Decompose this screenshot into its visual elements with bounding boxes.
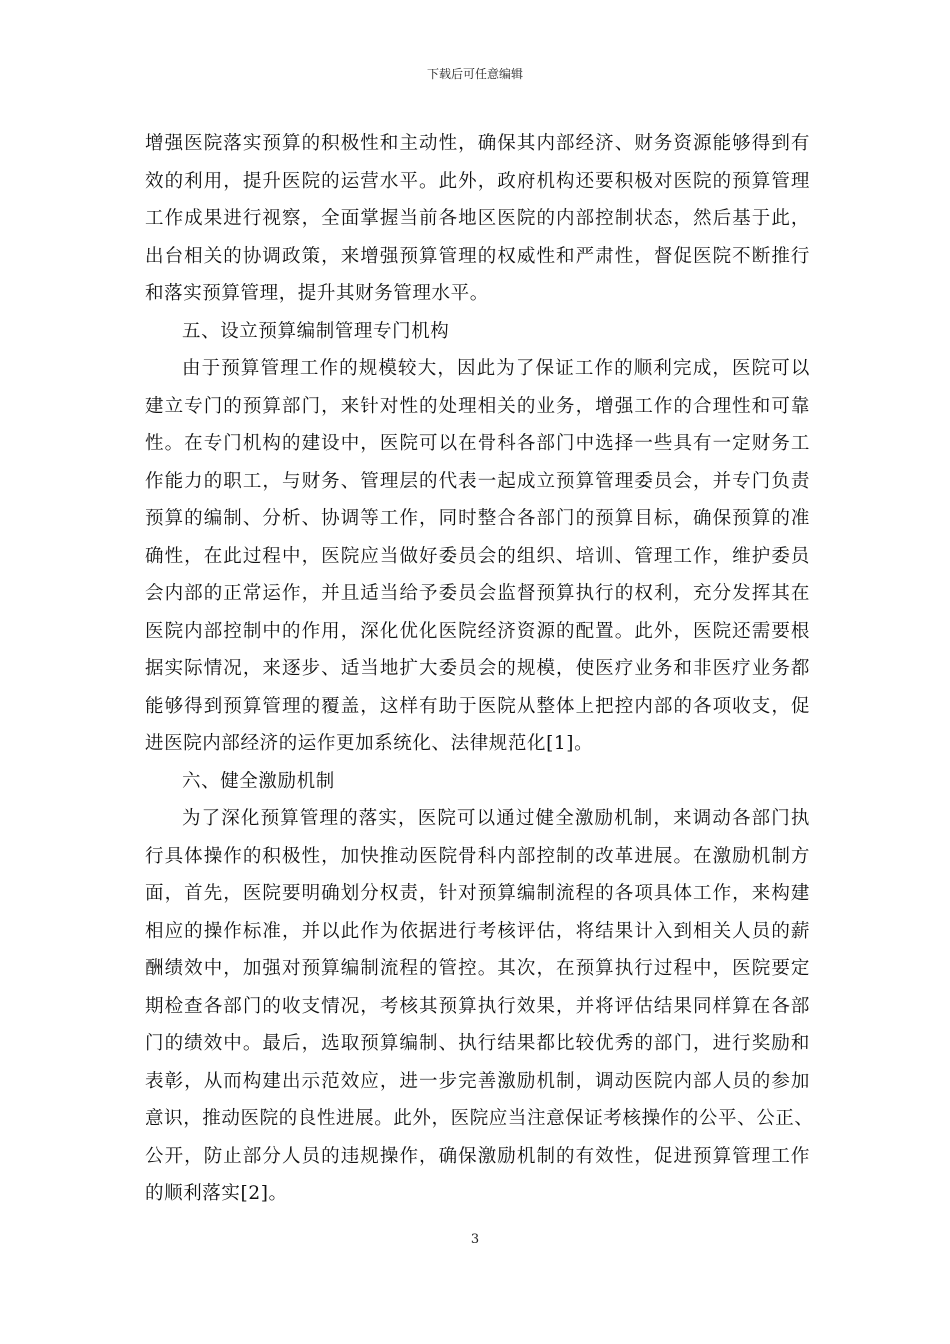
body-line: 预算的编制、分析、协调等工作，同时整合各部门的预算目标，确保预算的准 — [145, 508, 810, 529]
body-line: 表彰，从而构建出示范效应，进一步完善激励机制，调动医院内部人员的参加 — [145, 1070, 810, 1092]
page-number: 3 — [470, 1232, 480, 1247]
body-line: 和落实预算管理，提升其财务管理水平。 — [145, 283, 489, 304]
body-line: 的顺利落实[2]。 — [145, 1183, 288, 1204]
body-line: 门的绩效中。最后，选取预算编制、执行结果都比较优秀的部门，进行奖励和 — [145, 1033, 810, 1054]
body-line: 会内部的正常运作，并且适当给予委员会监督预算执行的权利，充分发挥其在 — [145, 583, 810, 604]
body-line: 期检查各部门的收支情况，考核其预算执行效果，并将评估结果同样算在各部 — [145, 995, 810, 1017]
body-line: 增强医院落实预算的积极性和主动性，确保其内部经济、财务资源能够得到有 — [145, 133, 810, 154]
body-line: 进医院内部经济的运作更加系统化、法律规范化[1]。 — [145, 733, 594, 754]
body-line: 行具体操作的积极性，加快推动医院骨科内部控制的改革进展。在激励机制方 — [145, 845, 810, 867]
body-line: 确性，在此过程中，医院应当做好委员会的组织、培训、管理工作，维护委员 — [145, 545, 810, 567]
page-header: 下载后可任意编辑 — [426, 67, 523, 81]
body-line: 建立专门的预算部门，来针对性的处理相关的业务，增强工作的合理性和可靠 — [145, 395, 810, 417]
body-line: 据实际情况，来逐步、适当地扩大委员会的规模，使医疗业务和非医疗业务都 — [145, 658, 810, 679]
document-body — [145, 125, 814, 1213]
body-line: 酬绩效中，加强对预算编制流程的管控。其次，在预算执行过程中，医院要定 — [145, 958, 810, 979]
body-line: 相应的操作标准，并以此作为依据进行考核评估，将结果计入到相关人员的薪 — [145, 920, 810, 942]
body-line: 意识，推动医院的良性进展。此外，医院应当注意保证考核操作的公平、公正、 — [145, 1108, 814, 1129]
body-line: 性。在专门机构的建设中，医院可以在骨科各部门中选择一些具有一定财务工 — [145, 433, 810, 454]
body-line: 能够得到预算管理的覆盖，这样有助于医院从整体上把控内部的各项收支，促 — [145, 695, 810, 717]
body-line: 效的利用，提升医院的运营水平。此外，政府机构还要积极对医院的预算管理 — [145, 170, 810, 192]
body-line: 面，首先，医院要明确划分权责，针对预算编制流程的各项具体工作，来构建 — [145, 883, 810, 904]
section-heading: 五、设立预算编制管理专门机构 — [182, 320, 450, 342]
body-line: 医院内部控制中的作用，深化优化医院经济资源的配置。此外，医院还需要根 — [145, 620, 810, 642]
body-line: 由于预算管理工作的规模较大，因此为了保证工作的顺利完成，医院可以 — [182, 358, 810, 379]
body-line: 公开，防止部分人员的违规操作，确保激励机制的有效性，促进预算管理工作 — [145, 1145, 810, 1167]
body-line: 工作成果进行视察，全面掌握当前各地区医院的内部控制状态，然后基于此， — [145, 208, 810, 229]
body-line: 作能力的职工，与财务、管理层的代表一起成立预算管理委员会，并专门负责 — [145, 470, 810, 492]
section-heading: 六、健全激励机制 — [182, 770, 335, 792]
body-line: 为了深化预算管理的落实，医院可以通过健全激励机制，来调动各部门执 — [182, 808, 810, 829]
body-line: 出台相关的协调政策，来增强预算管理的权威性和严肃性，督促医院不断推行 — [145, 245, 810, 267]
